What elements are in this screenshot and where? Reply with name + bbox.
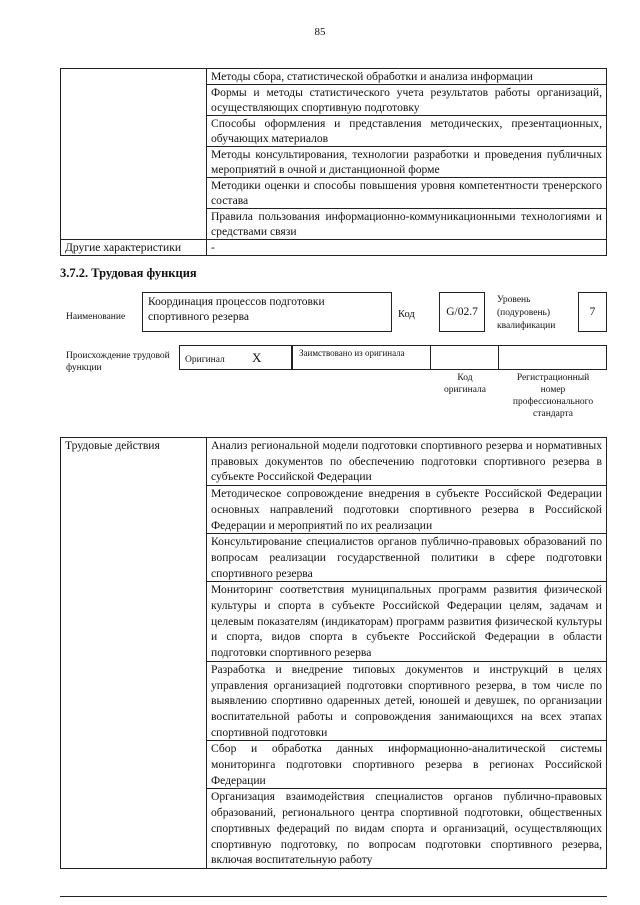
function-code: G/02.7 xyxy=(446,306,478,318)
reg-number-cell xyxy=(498,345,607,370)
original-label: Оригинал xyxy=(185,355,225,365)
origin-label: Происхождение трудовой функции xyxy=(66,351,170,373)
section-heading: 3.7.2. Трудовая функция xyxy=(60,266,197,280)
function-name: Координация процессов подготовки спортивного резерва xyxy=(148,296,325,323)
labor-action: Разработка и внедрение типовых документов и инструкций в целях управления организацией подготовки спортивного резерва, в том числе по выявлению спортивно одаренных детей, юношей и девушек, по организации воспитательной работы и сопровождения занимающихся на всех этапах спортивной подготовки xyxy=(207,661,607,741)
row-text: Формы и методы статистического учета результатов работы организаций, осуществляющих спортивную подготовку xyxy=(207,85,607,116)
table-row xyxy=(61,438,607,486)
row-text: Правила пользования информационно-коммуникационными технологиями и средствами связи xyxy=(207,209,607,240)
row-label xyxy=(61,69,207,240)
table-row xyxy=(61,240,607,256)
code-label: Код xyxy=(398,309,415,320)
borrowed-cell xyxy=(292,345,431,370)
borrowed-label: Заимствовано из оригинала xyxy=(299,348,405,358)
other-characteristics-value: - xyxy=(207,240,607,256)
other-characteristics-label: Другие характеристики xyxy=(61,240,207,256)
labor-action: Мониторинг соответствия муниципальных программ развития физической культуры и спорта в субъекте Российской Федерации целям, задачам и целевым показателям (индикаторам) программ развития физической культуры и спорта, видов спорта в субъекте Российской Федерации в области подготовки спортивного резерва xyxy=(207,582,607,662)
origin-code-cell xyxy=(430,345,499,370)
bottom-divider xyxy=(60,896,607,897)
reg-number-label: Регистрационный номер профессионального стандарта xyxy=(512,373,594,419)
labor-actions-table xyxy=(60,437,607,869)
level-box xyxy=(578,292,607,332)
row-text: Способы оформления и представления методических, презентационных, обучающих материалов xyxy=(207,116,607,147)
row-text: Методики оценки и способы повышения уровня компетентности тренерского состава xyxy=(207,178,607,209)
labor-action: Сбор и обработка данных информационно-аналитической системы мониторинга подготовки спортивного резерва в регионах Российской Федерации xyxy=(207,741,607,789)
name-label: Наименование xyxy=(66,312,126,322)
labor-action: Организация взаимодействия специалистов органов публично-правовых образований, регионального центра спортивной подготовки, общественных спортивных федераций по видам спорта и организаций, осуществляющих спортивную подготовку, по вопросам подготовки спортивного резерва, включая воспитательную работу xyxy=(207,789,607,869)
name-box xyxy=(142,292,392,332)
row-text: Методы консультирования, технологии разработки и проведения публичных мероприятий в очной и дистанционной форме xyxy=(207,147,607,178)
row-text: Методы сбора, статистической обработки и анализа информации xyxy=(207,69,607,85)
code-box xyxy=(439,292,485,332)
level-label: Уровень (подуровень) квалификации xyxy=(497,295,556,331)
previous-function-table xyxy=(60,68,607,256)
labor-actions-label: Трудовые действия xyxy=(61,438,207,869)
level-value: 7 xyxy=(589,306,596,318)
labor-action: Анализ региональной модели подготовки спортивного резерва и нормативных правовых документов по обеспечению подготовки спортивного резерва в субъекте Российской Федерации xyxy=(207,438,607,486)
original-mark: X xyxy=(252,350,262,365)
labor-action: Методическое сопровождение внедрения в субъекте Российской Федерации основных направлений подготовки спортивного резерва в Российской Федерации и мероприятий по их реализации xyxy=(207,486,607,534)
labor-action: Консультирование специалистов органов публично-правовых образований по вопросам реализации государственной политики в сфере подготовки спортивного резерва xyxy=(207,534,607,582)
origin-code-label: Код оригинала xyxy=(444,373,486,395)
table-row xyxy=(61,69,607,85)
page-number: 85 xyxy=(314,26,326,38)
